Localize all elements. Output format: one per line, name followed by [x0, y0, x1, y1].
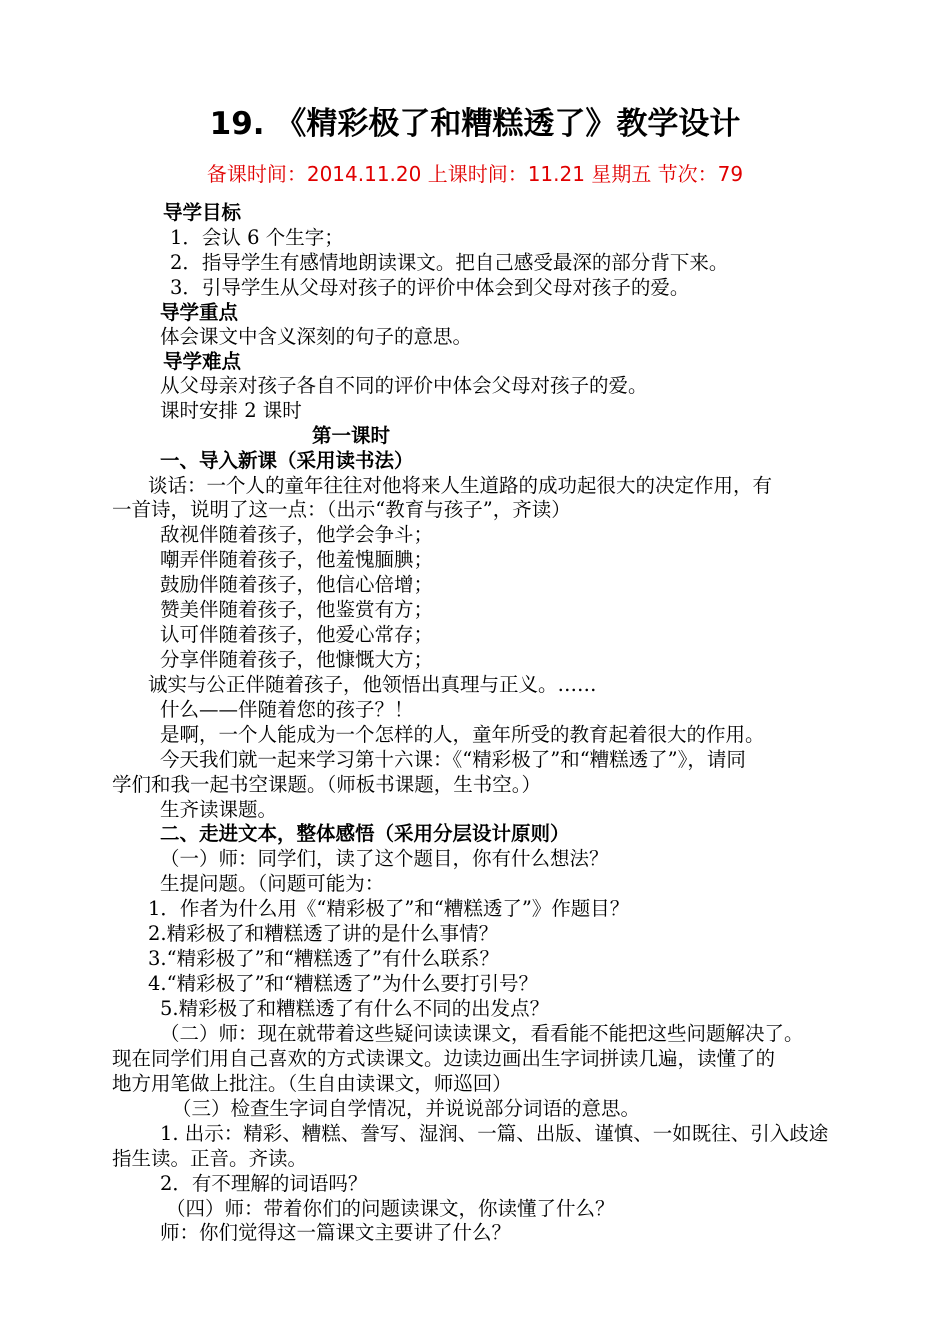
- paragraph-line: 指生读。正音。齐读。: [112, 1147, 308, 1170]
- section-2-heading: 二、走进文本，整体感悟（采用分层设计原则）: [160, 822, 570, 845]
- document-title: 19. 《精彩极了和糟糕透了》教学设计: [209, 106, 741, 142]
- paragraph-line: 是啊，一个人能成为一个怎样的人，童年所受的教育起着很大的作用。: [160, 723, 765, 746]
- paragraph-line: 生齐读课题。: [160, 798, 278, 821]
- heading-key-points: 导学重点: [160, 301, 239, 324]
- paragraph-line: 现在同学们用自己喜欢的方式读课文。边读边画出生字词拼读几遍，读懂了的: [112, 1047, 776, 1070]
- paragraph-line: （一）师：同学们，读了这个题目，你有什么想法？: [160, 847, 609, 870]
- poem-line: 鼓励伴随着孩子，他信心倍增；: [160, 573, 434, 596]
- key-points-text: 体会课文中含义深刻的句子的意思。: [160, 325, 473, 348]
- paragraph-line: 地方用笔做上批注。（生自由读课文，师巡回）: [112, 1072, 512, 1095]
- objective-1: 1．会认 6 个生字；: [170, 226, 344, 249]
- paragraph-line: 一首诗，说明了这一点：（出示“教育与孩子”，齐读）: [112, 498, 571, 521]
- question-item: 3.“精彩极了”和“糟糕透了”有什么联系？: [148, 947, 499, 970]
- difficulties-text: 从父母亲对孩子各自不同的评价中体会父母对孩子的爱。: [160, 374, 648, 397]
- schedule-line: 课时安排 2 课时: [160, 399, 302, 422]
- paragraph-line: 什么——伴随着您的孩子？！: [160, 698, 414, 721]
- paragraph-line: 学们和我一起书空课题。（师板书课题，生书空。）: [112, 773, 542, 796]
- paragraph-line: 师：你们觉得这一篇课文主要讲了什么？: [160, 1221, 512, 1244]
- paragraph-line: 今天我们就一起来学习第十六课：《“精彩极了”和“糟糕透了”》，请同: [160, 748, 746, 771]
- question-item: 2.精彩极了和糟糕透了讲的是什么事情？: [148, 922, 499, 945]
- lesson-heading: 第一课时: [312, 424, 391, 447]
- paragraph-line: 谈话：一个人的童年往往对他将来人生道路的成功起很大的决定作用，有: [148, 474, 773, 497]
- paragraph-line: （三）检查生字词自学情况，并说说部分词语的意思。: [172, 1097, 641, 1120]
- poem-line: 赞美伴随着孩子，他鉴赏有方；: [160, 598, 434, 621]
- paragraph-line: 生提问题。（问题可能为：: [160, 872, 385, 895]
- paragraph-line: （二）师：现在就带着这些疑问读读课文，看看能不能把这些问题解决了。: [160, 1022, 804, 1045]
- schedule-info: 备课时间：2014.11.20 上课时间：11.21 星期五 节次：79: [206, 162, 744, 186]
- question-item: 4.“精彩极了”和“糟糕透了”为什么要打引号？: [148, 972, 538, 995]
- paragraph-line: 2．有不理解的词语吗？: [160, 1172, 368, 1195]
- heading-objectives: 导学目标: [163, 201, 242, 224]
- question-item: 1．作者为什么用《“精彩极了”和“糟糕透了”》作题目？: [148, 897, 630, 920]
- objective-2: 2．指导学生有感情地朗读课文。把自己感受最深的部分背下来。: [170, 251, 729, 274]
- poem-line: 分享伴随着孩子，他慷慨大方；: [160, 648, 434, 671]
- poem-line: 嘲弄伴随着孩子，他羞愧腼腆；: [160, 548, 434, 571]
- question-item: 5.精彩极了和糟糕透了有什么不同的出发点？: [160, 997, 550, 1020]
- poem-line: 诚实与公正伴随着孩子，他领悟出真理与正义。……: [148, 673, 597, 696]
- poem-line: 敌视伴随着孩子，他学会争斗；: [160, 523, 434, 546]
- paragraph-line: 1. 出示：精彩、糟糕、誊写、湿润、一篇、出版、谨慎、一如既往、引入歧途: [160, 1122, 829, 1145]
- paragraph-line: （四）师：带着你们的问题读课文，你读懂了什么？: [166, 1197, 615, 1220]
- poem-line: 认可伴随着孩子，他爱心常存；: [160, 623, 434, 646]
- heading-difficulties: 导学难点: [163, 350, 242, 373]
- objective-3: 3．引导学生从父母对孩子的评价中体会到父母对孩子的爱。: [170, 276, 690, 299]
- section-1-heading: 一、导入新课（采用读书法）: [160, 449, 414, 472]
